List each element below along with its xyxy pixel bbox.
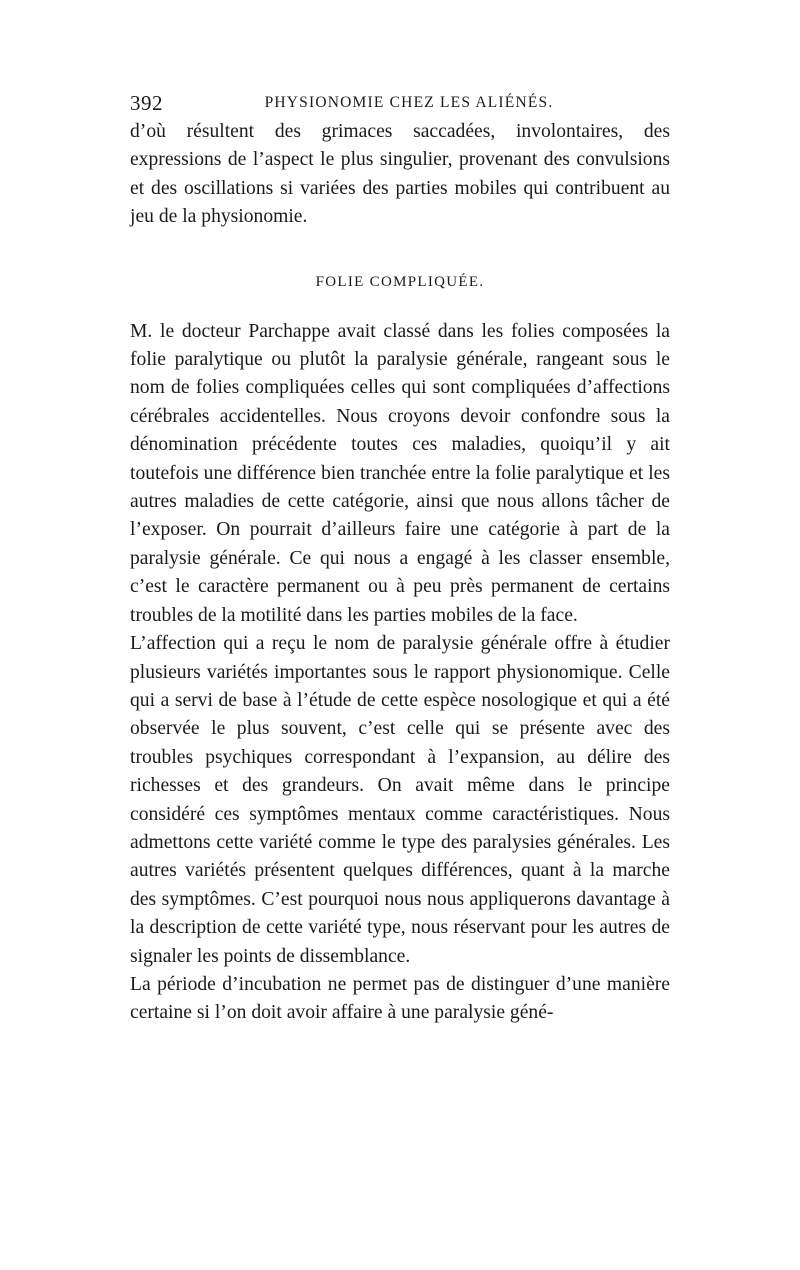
running-title: PHYSIONOMIE CHEZ LES ALIÉNÉS. xyxy=(264,94,554,111)
paragraph-incubation: La période d’incubation ne permet pas de distinguer d’une manière certaine si l’on doit avoir affaire à une paralysie géné- xyxy=(130,973,670,1024)
paragraph-general-paralysis: L’affection qui a reçu le nom de paralysie générale offre à étudier plusieurs variétés importantes sous le rapport physionomique. Celle qui a servi de base à l’étude de cette espèce nosologique et qui a été observée le plus souvent, c’est celle qui se présente avec des troubles psychiques correspondant à l’expansion, au délire des richesses et des grandeurs. On avait même dans le principe considéré ces symptômes mentaux comme caractéristiques. Nous admettons cette variété comme le type des paralysies générales. Les autres variétés présentent quelques différences, quant à la marche des symptômes. C’est pourquoi nous nous appliquerons davantage à la description de cette variété type, nous réservant pour les autres de signaler les points de dissemblance. xyxy=(130,633,670,967)
paragraph-parchappe: M. le docteur Parchappe avait classé dans les folies composées la folie paralytique ou plutôt la paralysie générale, rangeant sous le nom de folies compliquées celles qui sont compliquées d’affections cérébrales accidentelles. Nous croyons devoir confondre sous la dénomination précédente toutes ces maladies, quoiqu’il y ait toutefois une différence bien tranchée entre la folie paralytique et les autres maladies de cette catégorie, ainsi que nous allons tâcher de l’exposer. On pourrait d’ailleurs faire une catégorie à part de la paralysie générale. Ce qui nous a engagé à les classer ensemble, c’est le caractère permanent ou à peu près permanent de certains troubles de la motilité dans les parties mobiles de la face. xyxy=(130,320,670,626)
paragraph-convulsions: d’où résultent des grimaces saccadées, involontaires, des expressions de l’aspect le plus singulier, provenant des convulsions et des oscillations si variées des parties mobiles qui contribuent au jeu de la physionomie. xyxy=(130,121,670,228)
section-title: FOLIE COMPLIQUÉE. xyxy=(315,273,485,290)
page-number: 392 xyxy=(130,91,163,115)
book-page xyxy=(130,88,670,1028)
running-head xyxy=(130,88,670,118)
